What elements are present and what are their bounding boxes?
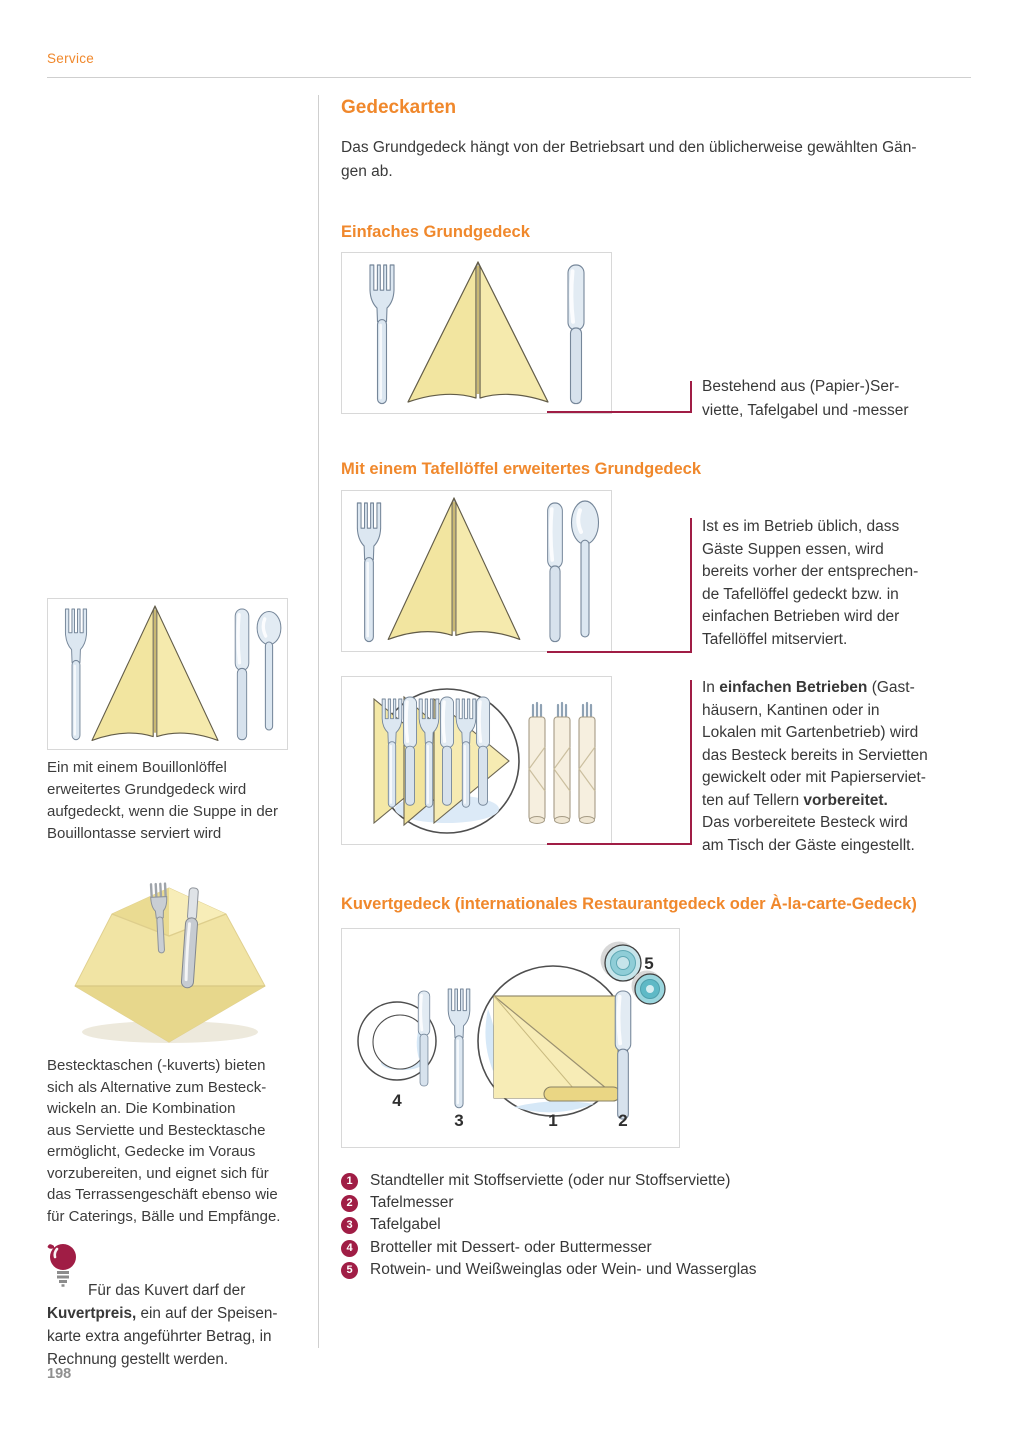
legend-number-badge: 5 bbox=[341, 1262, 358, 1279]
butter-knife-icon bbox=[418, 991, 430, 1086]
legend-number-badge: 4 bbox=[341, 1240, 358, 1257]
intro-line: gen ab. bbox=[341, 163, 393, 180]
running-head: Service bbox=[47, 51, 95, 66]
legend-item bbox=[341, 1238, 652, 1258]
knife-icon bbox=[440, 697, 453, 805]
section-heading-kuvert: Kuvertgedeck (internationales Restaurantgedeck oder À-la-carte-Gedeck) bbox=[341, 895, 917, 913]
simple-setting-illustration bbox=[342, 253, 611, 413]
pocket-napkin-icon bbox=[75, 888, 265, 1042]
wrapped-roll-icon bbox=[529, 703, 545, 824]
caption-connector bbox=[690, 680, 692, 845]
caption-connector bbox=[690, 381, 692, 413]
tent-napkin-icon bbox=[408, 262, 548, 402]
diagram-label-5: 5 bbox=[644, 954, 654, 973]
legend-number-badge: 1 bbox=[341, 1173, 358, 1190]
caption-connector bbox=[690, 518, 692, 653]
bouillon-setting-illustration bbox=[48, 599, 287, 749]
caption-pocket: Bestecktaschen (-kuverts) bieten sich als Alternative zum Besteck- wickeln an. Die Kombination aus Serviette und Bestecktasche ermöglicht, Gedecke im Voraus vorzubereiten, und eignet sich für das Terrassengeschäft ebenso wie für Caterings, Bälle und Empfänge. bbox=[47, 1057, 281, 1225]
table-knife-icon bbox=[615, 991, 631, 1119]
fork-icon bbox=[357, 503, 380, 642]
knife-icon bbox=[568, 265, 584, 404]
legend-item bbox=[341, 1171, 730, 1191]
folded-napkin-icon bbox=[494, 996, 620, 1101]
caption-simple: Bestehend aus (Papier-)Ser- viette, Tafelgabel und -messer bbox=[702, 378, 909, 419]
column-divider bbox=[318, 95, 319, 1348]
diagram-label-4: 4 bbox=[392, 1091, 402, 1110]
wrapped-roll-icon bbox=[579, 703, 595, 824]
page-number: 198 bbox=[47, 1366, 72, 1382]
tip-text: Für das Kuvert darf der Kuvertpreis, ein auf der Speisen- karte extra angeführter Betrag, in Rechnung gestellt werden. bbox=[47, 1282, 278, 1368]
diagram-label-1: 1 bbox=[548, 1111, 558, 1130]
tent-napkin-icon bbox=[388, 498, 520, 639]
legend-item-text: Tafelgabel bbox=[370, 1216, 441, 1233]
legend-item bbox=[341, 1193, 454, 1213]
wrapped-cutlery-illustration bbox=[342, 677, 611, 844]
intro-line: Das Grundgedeck hängt von der Betriebsart und den üblicherweise gewählten Gän- bbox=[341, 139, 917, 156]
legend-item-text: Rotwein- und Weißweinglas oder Wein- und Wasserglas bbox=[370, 1261, 757, 1278]
napkin-pocket-photo bbox=[70, 876, 270, 1044]
wrapped-roll-icon bbox=[554, 703, 570, 824]
section-heading-simple: Einfaches Grundgedeck bbox=[341, 223, 530, 241]
fork-icon bbox=[370, 265, 394, 404]
legend-item bbox=[341, 1260, 757, 1280]
diagram-label-3: 3 bbox=[454, 1111, 464, 1130]
knife-icon bbox=[403, 697, 416, 805]
caption-bouillon: Ein mit einem Bouillonlöffel erweitertes Grundgedeck wird aufgedeckt, wenn die Suppe in der Bouillontasse serviert wird bbox=[47, 759, 278, 842]
napkin-pocket-illustration bbox=[70, 876, 270, 1044]
knife-icon bbox=[235, 609, 249, 740]
legend-item-text: Brotteller mit Dessert- oder Buttermesser bbox=[370, 1239, 652, 1256]
knife-icon bbox=[476, 697, 489, 805]
legend-number-badge: 3 bbox=[341, 1217, 358, 1234]
illustration-box-simple bbox=[341, 252, 612, 414]
fork-icon bbox=[65, 609, 86, 740]
caption-connector bbox=[547, 651, 692, 653]
kuvert-setting-illustration bbox=[342, 929, 679, 1147]
legend-number-badge: 2 bbox=[341, 1195, 358, 1212]
caption-connector bbox=[547, 411, 692, 413]
spoon-setting-illustration bbox=[342, 491, 611, 651]
illustration-box-kuvert bbox=[341, 928, 680, 1148]
illustration-box-bouillon bbox=[47, 598, 288, 750]
knife-icon bbox=[548, 503, 563, 642]
table-fork-icon bbox=[448, 989, 470, 1108]
caption-connector bbox=[547, 843, 692, 845]
caption-wrapped: In einfachen Betrieben (Gast- häusern, Kantinen oder in Lokalen mit Gartenbetrieb) wird das Besteck bereits in Servietten gewickelt oder mit Papierserviet- ten auf Tellern vorbereitet. Das vorbereitete Besteck wird am Tisch der Gäste eingestellt. bbox=[702, 679, 928, 854]
illustration-box-spoon bbox=[341, 490, 612, 652]
legend-item bbox=[341, 1215, 441, 1235]
legend-item-text: Tafelmesser bbox=[370, 1194, 454, 1211]
legend-item-text: Standteller mit Stoffserviette (oder nur Stoffserviette) bbox=[370, 1172, 731, 1189]
diagram-label-2: 2 bbox=[618, 1111, 628, 1130]
section-heading-spoon: Mit einem Tafellöffel erweitertes Grundgedeck bbox=[341, 460, 702, 478]
page-title: Gedeckarten bbox=[341, 97, 457, 118]
illustration-box-wrapped bbox=[341, 676, 612, 845]
caption-spoon: Ist es im Betrieb üblich, dass Gäste Suppen essen, wird bereits vorher der entsprechen- de Tafellöffel gedeckt bzw. in einfachen Betrieben wird der Tafellöffel mitserviert. bbox=[702, 518, 919, 648]
header-rule bbox=[47, 77, 971, 78]
tent-napkin-icon bbox=[92, 606, 218, 740]
spoon-icon bbox=[572, 501, 599, 637]
bouillon-spoon-icon bbox=[257, 612, 281, 731]
